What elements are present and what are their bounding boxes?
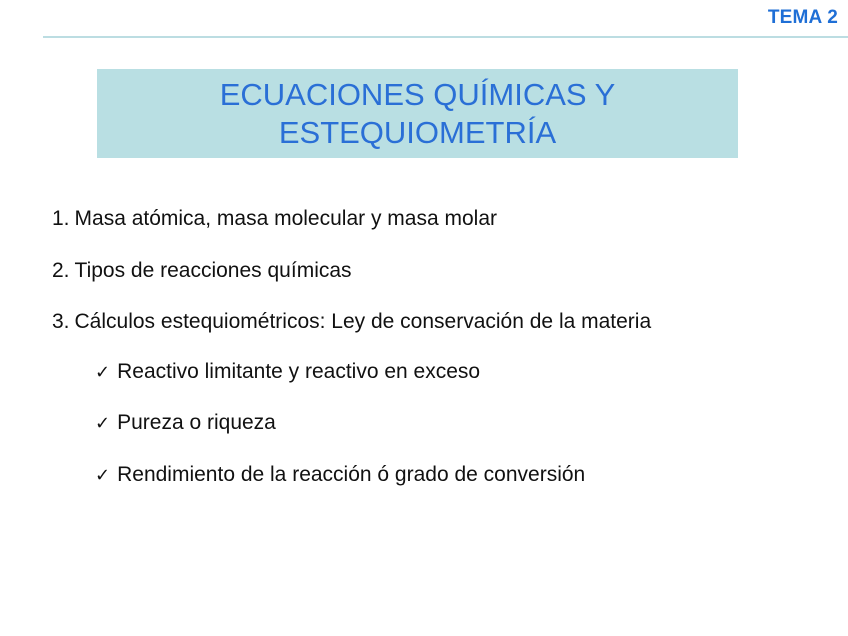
topic-label: TEMA 2 — [767, 7, 838, 28]
title-line-1: ECUACIONES QUÍMICAS Y — [219, 76, 616, 112]
header-divider — [43, 36, 848, 38]
outline-item-number: 1. — [52, 207, 70, 230]
outline-item-number: 3. — [52, 310, 70, 333]
outline-subitem-text: Reactivo limitante y reactivo en exceso — [117, 360, 481, 383]
checkmark-icon: ✓ — [95, 413, 111, 434]
outline-subitem-3 — [95, 462, 585, 489]
outline-item-text: Cálculos estequiométricos: Ley de conservación de la materia — [74, 310, 652, 333]
outline-item-number: 2. — [52, 259, 70, 282]
outline-subitem-2 — [95, 410, 276, 437]
outline-item-3 — [52, 309, 651, 335]
title-line-2: ESTEQUIOMETRÍA — [278, 114, 557, 150]
checkmark-icon: ✓ — [95, 362, 111, 383]
outline-subitem-text: Rendimiento de la reacción ó grado de conversión — [117, 463, 586, 486]
outline-subitem-1 — [95, 359, 480, 386]
outline-item-text: Masa atómica, masa molecular y masa molar — [74, 207, 497, 230]
outline-item-text: Tipos de reacciones químicas — [74, 259, 352, 282]
outline-item-1 — [52, 206, 497, 232]
outline-item-2 — [52, 258, 352, 284]
checkmark-icon: ✓ — [95, 465, 111, 486]
outline-subitem-text: Pureza o riqueza — [117, 411, 276, 434]
title-box — [97, 69, 738, 158]
